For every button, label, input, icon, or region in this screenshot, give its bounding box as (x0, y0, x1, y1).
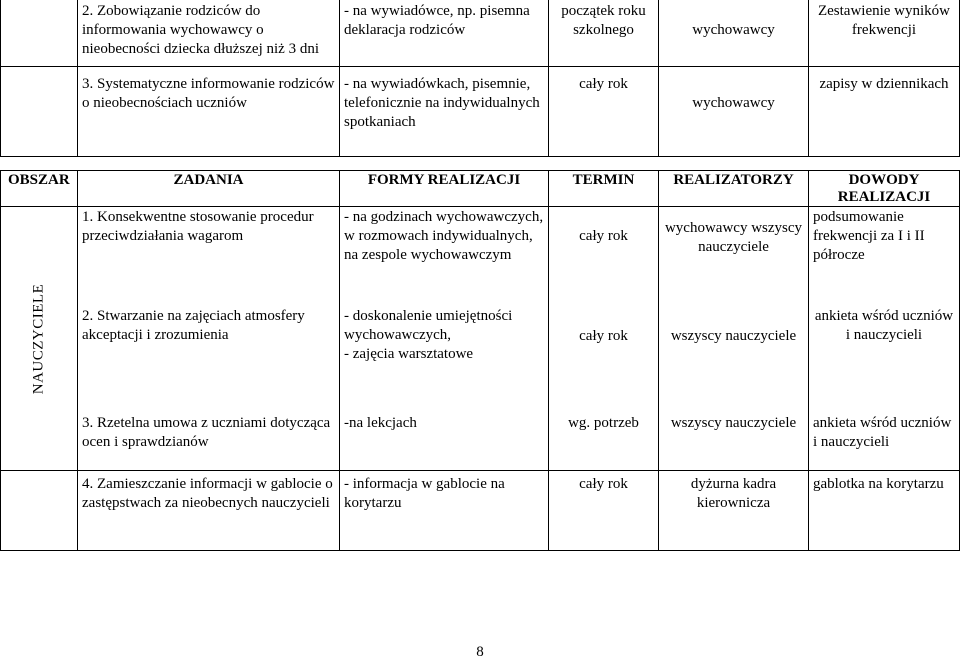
previous-section-table (0, 0, 960, 157)
term-cell: cały rok (549, 471, 659, 551)
task-cell: 1. Konsekwentne stosowanie procedur przeciwdziałania wagarom (78, 207, 340, 301)
term-cell: wg. potrzeb (549, 413, 659, 471)
executors-cell: wszyscy nauczyciele (659, 301, 809, 413)
executors-cell: wszyscy nauczyciele (659, 413, 809, 471)
table-row (1, 0, 960, 66)
teachers-section-table (0, 170, 960, 551)
task-cell: 2. Zobowiązanie rodziców do informowania wychowawcy o nieobecności dziecka dłuższej niż 3 dni (78, 0, 340, 66)
forms-cell: - doskonalenie umiejętności wychowawczych, - zajęcia warsztatowe (340, 301, 549, 413)
header-row (1, 171, 960, 207)
executors-cell: dyżurna kadra kierownicza (659, 471, 809, 551)
term-cell: początek roku szkolnego (549, 0, 659, 66)
executors-cell: wychowawcy (659, 66, 809, 156)
header-term: TERMIN (549, 171, 659, 207)
forms-cell: - na wywiadówkach, pisemnie, telefonicznie na indywidualnych spotkaniach (340, 66, 549, 156)
effects-cell: ankieta wśród uczniów i nauczycieli (809, 413, 960, 471)
task-cell: 3. Systematyczne informowanie rodziców o nieobecnościach uczniów (78, 66, 340, 156)
area-cell (1, 207, 78, 471)
area-cell-empty (1, 66, 78, 156)
effects-cell: zapisy w dziennikach (809, 66, 960, 156)
term-cell: cały rok (549, 207, 659, 301)
effects-cell: ankieta wśród uczniów i nauczycieli (809, 301, 960, 413)
term-cell: cały rok (549, 301, 659, 413)
area-cell-empty (1, 0, 78, 66)
task-cell: 3. Rzetelna umowa z uczniami dotycząca ocen i sprawdzianów (78, 413, 340, 471)
task-cell: 4. Zamieszczanie informacji w gablocie o zastępstwach za nieobecnych nauczycieli (78, 471, 340, 551)
table-row (1, 301, 960, 413)
forms-cell: - na godzinach wychowawczych, w rozmowach indywidualnych, na zespole wychowawczym (340, 207, 549, 301)
effects-cell: podsumowanie frekwencji za I i II półrocze (809, 207, 960, 301)
table-row (1, 66, 960, 156)
page-number: 8 (476, 644, 484, 660)
effects-cell: gablotka na korytarzu (809, 471, 960, 551)
table-row (1, 207, 960, 301)
forms-cell: - informacja w gablocie na korytarzu (340, 471, 549, 551)
header-area: OBSZAR (1, 171, 78, 207)
header-executors: REALIZATORZY (659, 171, 809, 207)
header-effects: DOWODY REALIZACJI (809, 171, 960, 207)
task-cell: 2. Stwarzanie na zajęciach atmosfery akceptacji i zrozumienia (78, 301, 340, 413)
forms-cell: - na wywiadówce, np. pisemna deklaracja rodziców (340, 0, 549, 66)
forms-cell: -na lekcjach (340, 413, 549, 471)
term-cell: cały rok (549, 66, 659, 156)
header-tasks: ZADANIA (78, 171, 340, 207)
executors-cell: wychowawcy (659, 0, 809, 66)
area-cell-empty (1, 471, 78, 551)
executors-cell: wychowawcy wszyscy nauczyciele (659, 207, 809, 301)
area-label: NAUCZYCIELE (30, 283, 47, 394)
effects-cell: Zestawienie wyników frekwencji (809, 0, 960, 66)
table-row (1, 471, 960, 551)
table-row (1, 413, 960, 471)
header-forms: FORMY REALIZACJI (340, 171, 549, 207)
